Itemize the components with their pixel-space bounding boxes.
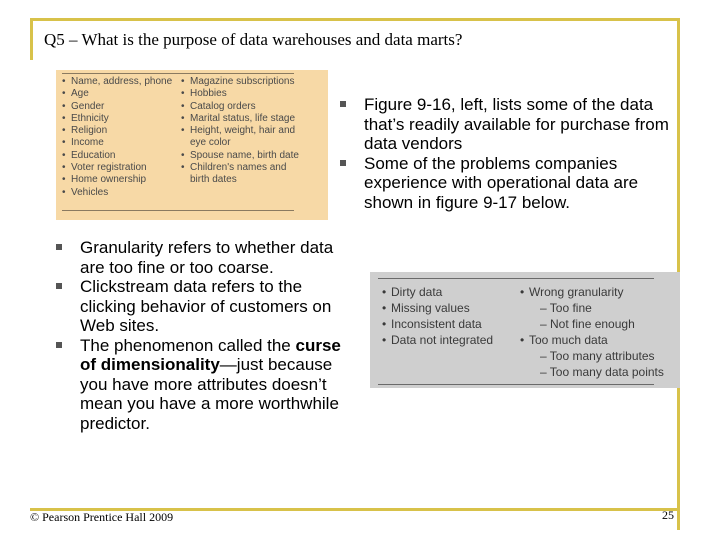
figure-top-rule (378, 278, 654, 279)
copyright-footer: © Pearson Prentice Hall 2009 (30, 510, 174, 524)
figure-bottom-rule (378, 384, 654, 385)
list-item: • Age (62, 88, 180, 100)
sub-item: – Too fine (540, 301, 592, 315)
figure-16-column-1 (62, 76, 180, 199)
square-bullet-icon (340, 160, 346, 166)
list-item: • Dirty data (382, 284, 517, 300)
list-item: • Name, address, phone (62, 76, 180, 88)
list-item: • Marital status, life stage (181, 113, 321, 125)
sub-item: – Too many data points (540, 365, 664, 379)
list-item: • Too much data (520, 332, 670, 348)
list-item: • Ethnicity (62, 113, 180, 125)
sub-item: – Not fine enough (540, 317, 635, 331)
list-item: • Education (62, 150, 180, 162)
slide-title: Q5 – What is the purpose of data warehouses and data marts? (44, 30, 463, 49)
figure-bottom-rule (62, 210, 294, 211)
list-item: • Catalog orders (181, 101, 321, 113)
list-item: • Inconsistent data (382, 316, 517, 332)
list-item: • Voter registration (62, 162, 180, 174)
list-item: • Religion (62, 125, 180, 137)
list-item: • Data not integrated (382, 332, 517, 348)
page-number: 25 (662, 508, 674, 522)
left-bullet-list (56, 238, 346, 433)
bullet-item (340, 154, 685, 213)
list-item: • Vehicles (62, 187, 180, 199)
bullet-item (56, 336, 346, 434)
sub-item: – Too many attributes (540, 349, 655, 363)
frame-left-border (30, 18, 33, 60)
figure-top-rule (62, 73, 294, 74)
bullet-item (56, 277, 346, 336)
bullet-text: Clickstream data refers to the clicking behavior of customers on Web sites. (80, 277, 332, 335)
list-item: • Income (62, 137, 180, 149)
list-item: • Children's names and (181, 162, 321, 174)
right-bullet-list (340, 95, 685, 212)
bullet-text: Figure 9-16, left, lists some of the data that’s readily available for purchase from data vendors (364, 95, 669, 153)
list-item: • Hobbies (181, 88, 321, 100)
square-bullet-icon (56, 283, 62, 289)
figure-9-17 (370, 272, 680, 388)
list-item: • Magazine subscriptions (181, 76, 321, 88)
figure-16-column-2 (181, 76, 321, 187)
bullet-text-prefix: The phenomenon called the (80, 335, 296, 355)
list-item: • Home ownership (62, 174, 180, 186)
square-bullet-icon (56, 244, 62, 250)
figure-17-column-1 (382, 284, 517, 348)
frame-top-border (30, 18, 679, 21)
list-item: • Gender (62, 101, 180, 113)
list-item-continuation: eye color (190, 137, 231, 149)
list-item: • Height, weight, hair and (181, 125, 321, 137)
figure-9-16 (56, 70, 328, 220)
list-item: • Spouse name, birth date (181, 150, 321, 162)
square-bullet-icon (56, 342, 62, 348)
list-item: • Wrong granularity (520, 284, 670, 300)
list-item-continuation: birth dates (190, 174, 237, 186)
bullet-text: Granularity refers to whether data are too fine or too coarse. (80, 238, 334, 277)
list-item: • Missing values (382, 300, 517, 316)
bullet-item (56, 238, 346, 277)
square-bullet-icon (340, 101, 346, 107)
bullet-item (340, 95, 685, 154)
bullet-text: Some of the problems companies experience with operational data are shown in figure 9-17 below. (364, 153, 639, 212)
bullet-text-suffix: —just because you have more attributes doesn’t mean you have a more worthwhile predictor. (80, 355, 339, 433)
figure-17-column-2 (520, 284, 670, 380)
bold-term: curse of dimensionality (80, 335, 341, 374)
